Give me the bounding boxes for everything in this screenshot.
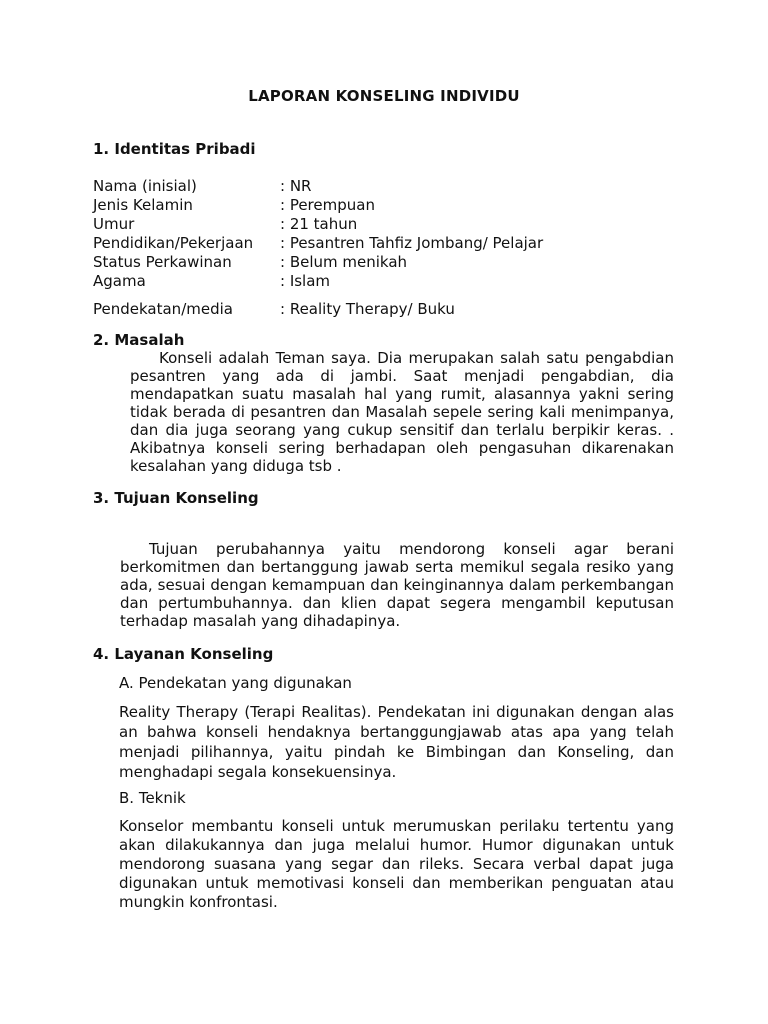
teknik-text: Konselor membantu konseli untuk merumuskan perilaku tertentu yang akan dilakukannya dan juga melalui humor. Humor digunakan untuk mendorong suasana yang segar dan rileks. Secara verbal dapat juga digunakan untuk memotivasi konseli dan memberikan penguatan atau mungkin konfrontasi. — [119, 817, 674, 911]
identity-label: Nama (inisial) — [93, 177, 197, 195]
tujuan-paragraph — [120, 540, 674, 630]
identity-label: Pendekatan/media — [93, 300, 233, 318]
pendekatan-text: Reality Therapy (Terapi Realitas). Pendekatan ini digunakan dengan alas an bahwa konseli hendaknya bertanggungjawab atas apa yang telah menjadi pilihannya, yaitu pindah ke Bimbingan dan Konseling, dan menghadapi segala konsekuensinya. — [119, 703, 674, 781]
section-identitas-heading: 1. Identitas Pribadi — [93, 140, 256, 158]
identity-value: : Belum menikah — [280, 253, 408, 271]
tujuan-text: Tujuan perubahannya yaitu mendorong konseli agar berani berkomitmen dan bertanggung jawab serta memikul segala resiko yang ada, sesuai dengan kemampuan dan keinginannya dalam perkembangan dan pertumbuhannya. dan klien dapat segera mengambil keputusan terhadap masalah yang dihadapinya. — [120, 540, 674, 630]
identity-value: : Islam — [280, 272, 331, 290]
pendekatan-paragraph — [119, 702, 674, 782]
teknik-paragraph — [119, 817, 674, 912]
document-title: LAPORAN KONSELING INDIVIDU — [248, 87, 520, 105]
identity-value: : Perempuan — [280, 196, 375, 214]
subsection-b-heading: B. Teknik — [119, 789, 186, 807]
section-masalah-heading: 2. Masalah — [93, 331, 185, 349]
identity-value: : NR — [280, 177, 312, 195]
identity-label: Status Perkawinan — [93, 253, 232, 271]
masalah-paragraph — [130, 349, 674, 475]
masalah-text: Konseli adalah Teman saya. Dia merupakan salah satu pengabdian pesantren yang ada di jambi. Saat menjadi pengabdian, dia mendapatkan suatu masalah hal yang rumit, alasannya yakni sering tidak berada di pesantren dan Masalah sepele sering kali menimpanya, dan dia juga seorang yang cukup sensitif dan terlalu berpikir keras. . Akibatnya konseli sering berhadapan oleh pengasuhan dikarenakan kesalahan yang diduga tsb . — [130, 349, 674, 475]
identity-value: : Pesantren Tahfiz Jombang/ Pelajar — [280, 234, 544, 252]
identity-label: Jenis Kelamin — [93, 196, 193, 214]
subsection-a-heading: A. Pendekatan yang digunakan — [119, 674, 352, 692]
section-layanan-heading: 4. Layanan Konseling — [93, 645, 274, 663]
identity-label: Pendidikan/Pekerjaan — [93, 234, 254, 252]
identity-value: : Reality Therapy/ Buku — [280, 300, 455, 318]
identity-value: : 21 tahun — [280, 215, 358, 233]
identity-label: Agama — [93, 272, 146, 290]
identity-label: Umur — [93, 215, 135, 233]
section-tujuan-heading: 3. Tujuan Konseling — [93, 489, 259, 507]
